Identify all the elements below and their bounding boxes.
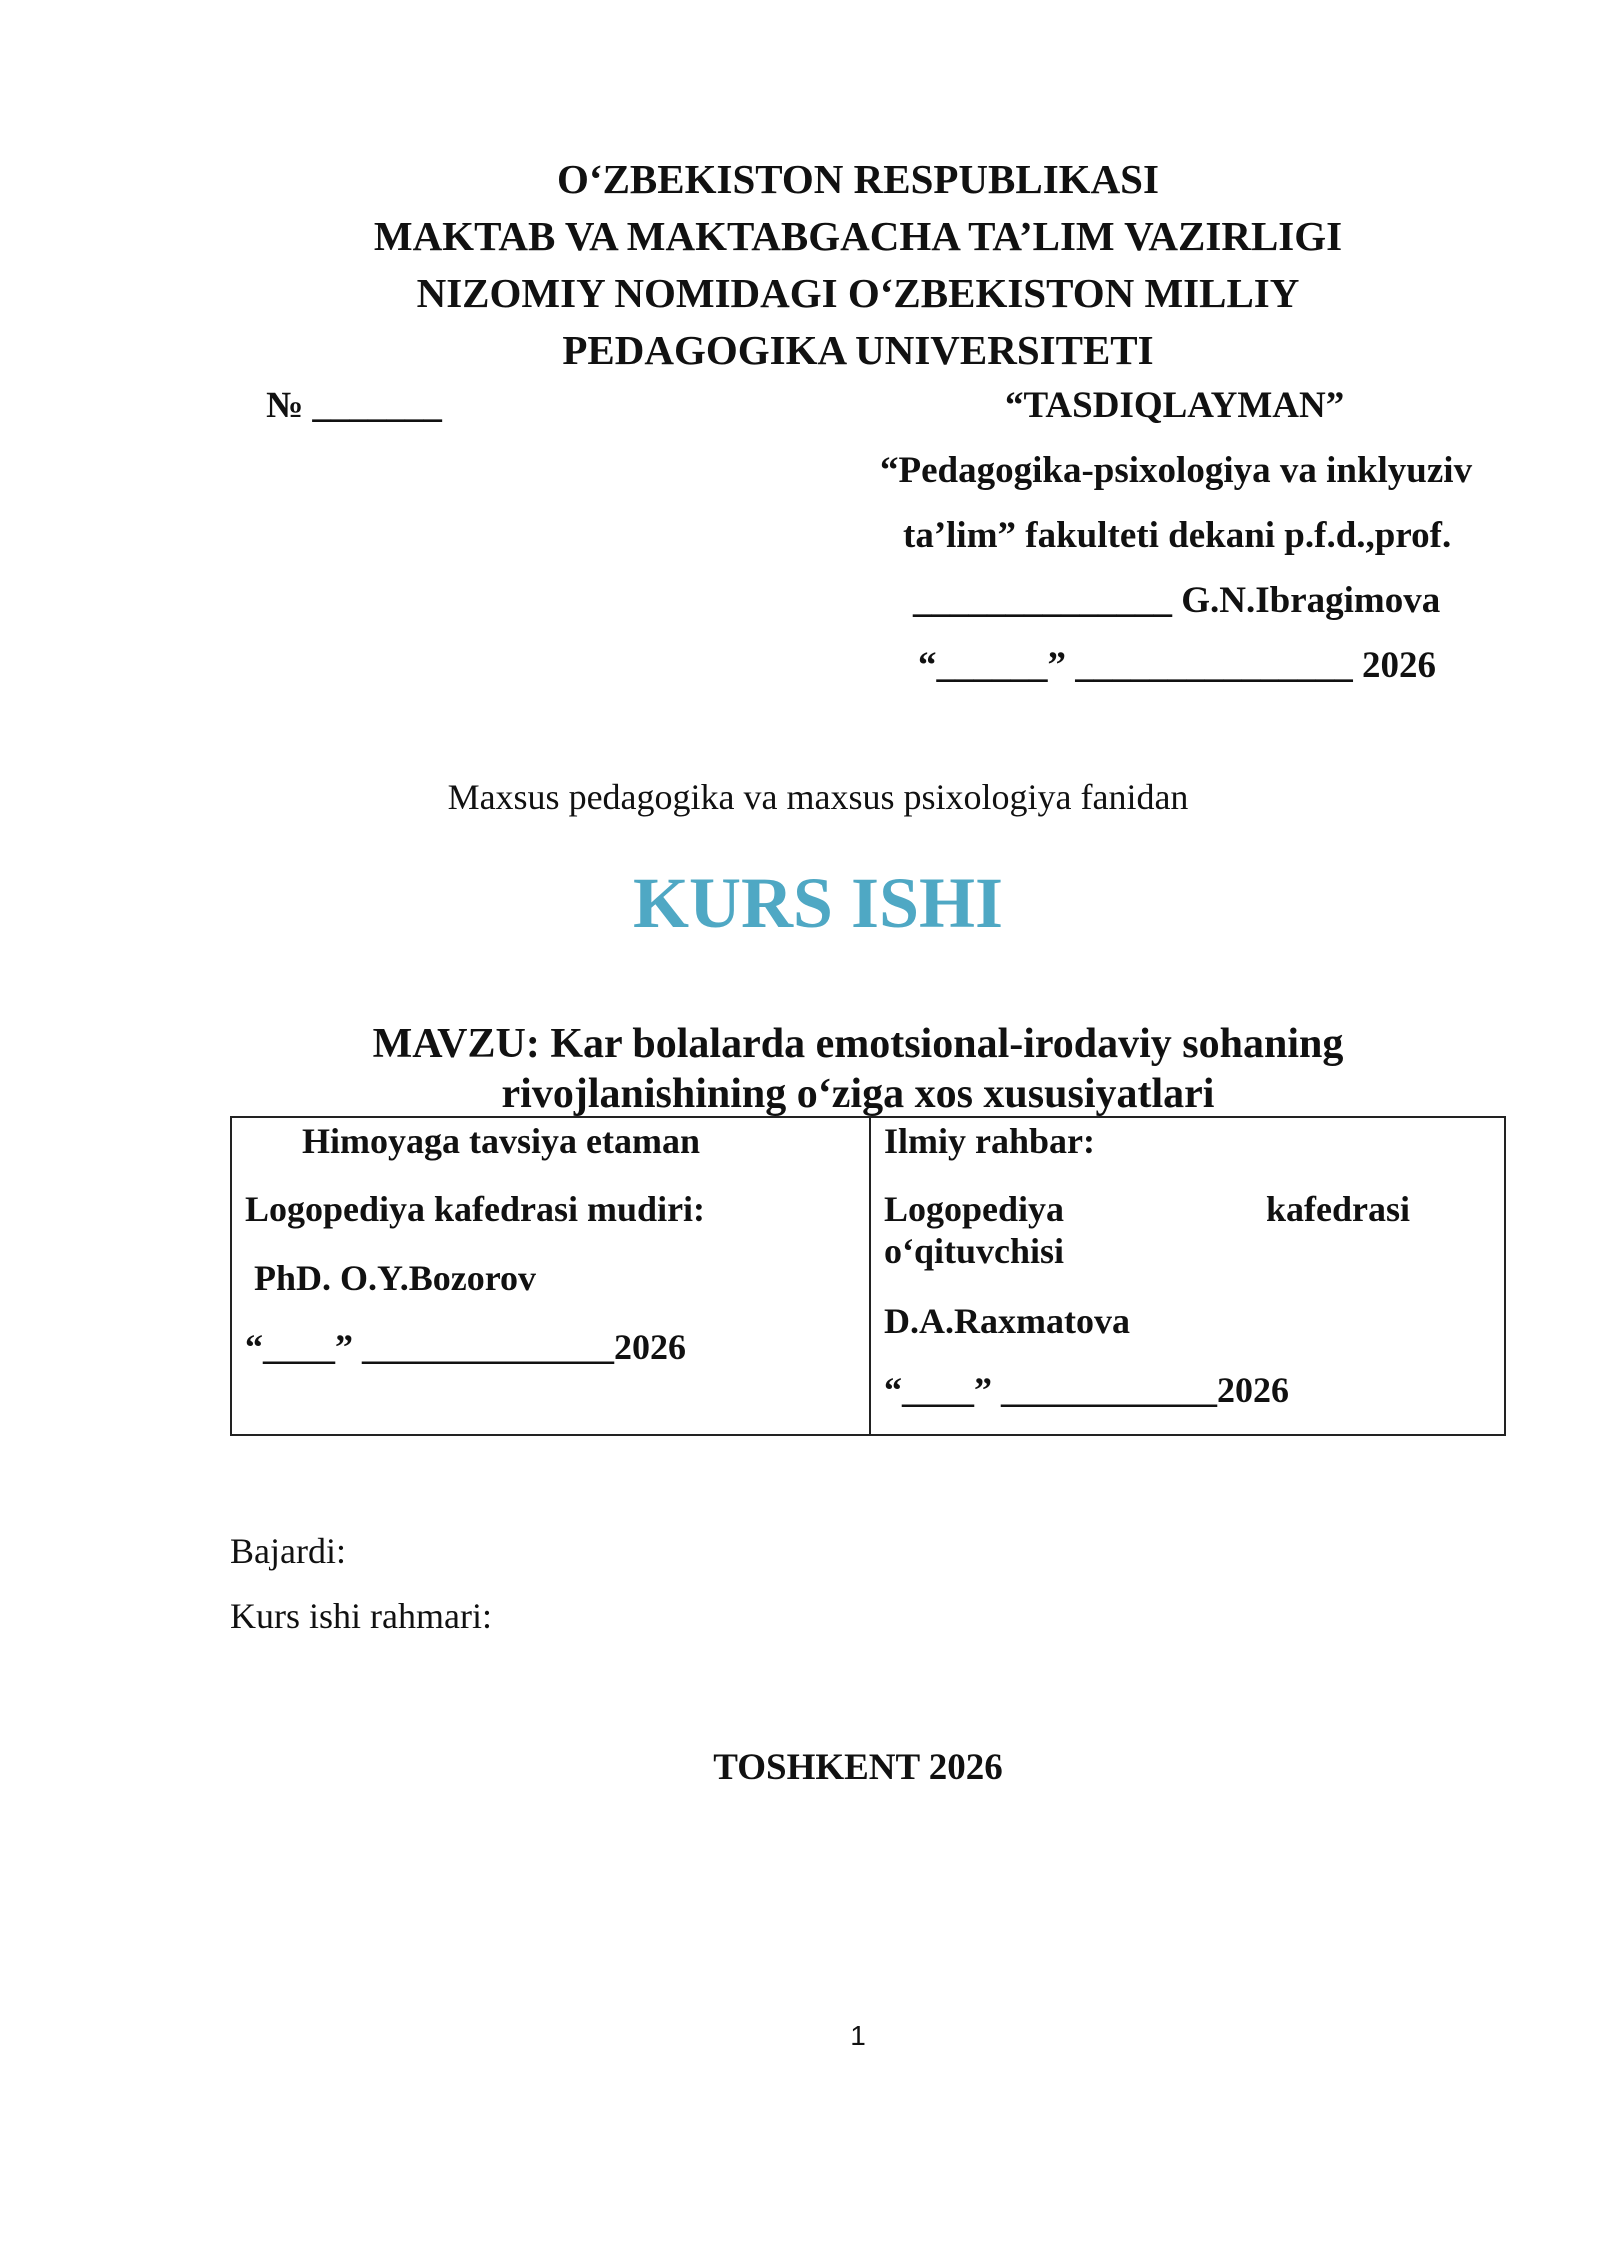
ministry-header-line-2: MAKTAB VA MAKTABGACHA TA’LIM VAZIRLIGI [373,213,1343,259]
page-number: 1 [850,2020,866,2051]
city-year: TOSHKENT 2026 [713,1747,1003,1788]
right-cell-name: D.A.Raxmatova [884,1301,1130,1341]
right-cell-heading: Ilmiy rahbar: [884,1121,1095,1161]
document-number: № _______ [266,385,442,426]
ministry-header-line-4: PEDAGOGIKA UNIVERSITETI [562,327,1154,373]
left-cell-name: PhD. O.Y.Bozorov [254,1258,537,1298]
right-cell-role-word-2: kafedrasi [1266,1189,1410,1229]
left-cell-role: Logopediya kafedrasi mudiri: [245,1189,706,1229]
approval-dean-line-1: “Pedagogika-psixologiya va inklyuziv [880,450,1473,491]
ministry-header-line-1: O‘ZBEKISTON RESPUBLIKASI [557,156,1159,202]
topic-line-2: rivojlanishining o‘ziga xos xususiyatlari [501,1071,1215,1117]
right-cell-role-line-2: o‘qituvchisi [884,1231,1065,1271]
work-title: KURS ISHI [632,863,1004,943]
approval-dean-line-2: ta’lim” fakulteti dekani p.f.d.,prof. [903,515,1452,556]
supervisor-label: Kurs ishi rahmari: [230,1596,492,1636]
topic-line-1: MAVZU: Kar bolalarda emotsional-irodaviy sohaning [372,1021,1344,1067]
right-cell-date: “____” ____________2026 [884,1370,1289,1410]
approval-title: “TASDIQLAYMAN” [1005,385,1345,426]
performer-label: Bajardi: [230,1531,346,1571]
ministry-header-line-3: NIZOMIY NOMIDAGI O‘ZBEKISTON MILLIY [416,270,1300,316]
right-cell-role-word-1: Logopediya [884,1189,1065,1229]
approval-signature-line: ______________ G.N.Ibragimova [913,580,1441,621]
table-divider [869,1118,871,1434]
signature-table [230,1116,1506,1436]
approval-date-line: “______” _______________ 2026 [918,645,1436,686]
left-cell-heading: Himoyaga tavsiya etaman [302,1121,700,1161]
subject-line: Maxsus pedagogika va maxsus psixologiya fanidan [447,777,1189,817]
left-cell-date: “____” ______________2026 [245,1327,686,1367]
